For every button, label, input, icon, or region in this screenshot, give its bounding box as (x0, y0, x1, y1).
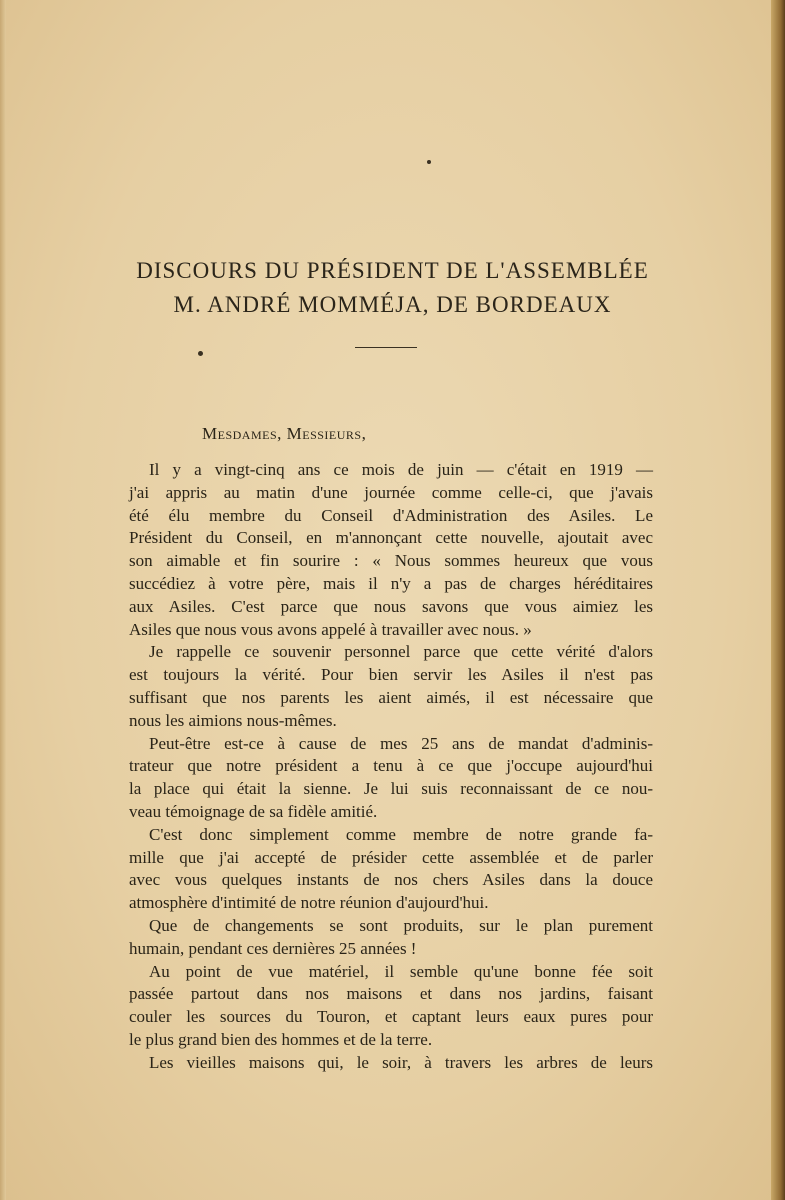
text-line: trateur que notre président a tenu à ce que j'occupe aujourd'hui (129, 756, 653, 776)
text-line: j'ai appris au matin d'une journée comme celle-ci, que j'avais (129, 482, 653, 502)
page-left-edge (0, 0, 6, 1200)
text-line: mille que j'ai accepté de présider cette assemblée et de parler (129, 847, 653, 867)
text-line: Que de changements se sont produits, sur le plan purement (149, 915, 653, 935)
text-line: aux Asiles. C'est parce que nous savons que vous aimiez les (129, 596, 653, 616)
text-line: passée partout dans nos maisons et dans nos jardins, faisant (129, 984, 653, 1004)
text-line: Président du Conseil, en m'annonçant cette nouvelle, ajoutait avec (129, 528, 653, 548)
ink-speck (198, 351, 203, 356)
text-line: Peut-être est-ce à cause de mes 25 ans de mandat d'adminis- (149, 733, 653, 753)
text-line: succédiez à votre père, mais il n'y a pas de charges héréditaires (129, 573, 653, 593)
text-line: avec vous quelques instants de nos chers Asiles dans la douce (129, 870, 653, 890)
text-line: Je rappelle ce souvenir personnel parce que cette vérité d'alors (149, 642, 653, 662)
text-line: veau témoignage de sa fidèle amitié. (129, 801, 378, 821)
text-line: suffisant que nos parents les aient aimés, il est nécessaire que (129, 687, 653, 707)
page-right-edge (771, 0, 785, 1200)
text-line: nous les aimions nous-mêmes. (129, 710, 337, 730)
title-line-1: DISCOURS DU PRÉSIDENT DE L'ASSEMBLÉE (136, 258, 649, 283)
body-text (129, 459, 653, 1075)
text-line: Asiles que nous vous avons appelé à travailler avec nous. » (129, 619, 532, 639)
text-line: la place qui était la sienne. Je lui suis reconnaissant de ce nou- (129, 779, 653, 799)
text-line: est toujours la vérité. Pour bien servir les Asiles il n'est pas (129, 665, 653, 685)
text-line: son aimable et fin sourire : « Nous sommes heureux que vous (129, 551, 653, 571)
title-line-2: M. ANDRÉ MOMMÉJA, DE BORDEAUX (173, 292, 612, 317)
text-line: C'est donc simplement comme membre de notre grande fa- (149, 824, 653, 844)
text-line: Il y a vingt-cinq ans ce mois de juin — c'était en 1919 — (149, 460, 653, 479)
text-line: atmosphère d'intimité de notre réunion d'aujourd'hui. (129, 893, 489, 913)
text-line: été élu membre du Conseil d'Administration des Asiles. Le (129, 505, 653, 525)
text-line: couler les sources du Touron, et captant leurs eaux pures pour (129, 1007, 653, 1027)
text-line: humain, pendant ces dernières 25 années ! (129, 938, 417, 958)
text-line: le plus grand bien des hommes et de la terre. (129, 1029, 433, 1049)
text-line: Au point de vue matériel, il semble qu'une bonne fée soit (149, 961, 653, 981)
salutation: Mesdames, Messieurs, (202, 424, 367, 443)
ink-speck (427, 160, 431, 164)
text-line: Les vieilles maisons qui, le soir, à travers les arbres de leurs (149, 1052, 653, 1072)
title-separator-rule (355, 347, 417, 348)
